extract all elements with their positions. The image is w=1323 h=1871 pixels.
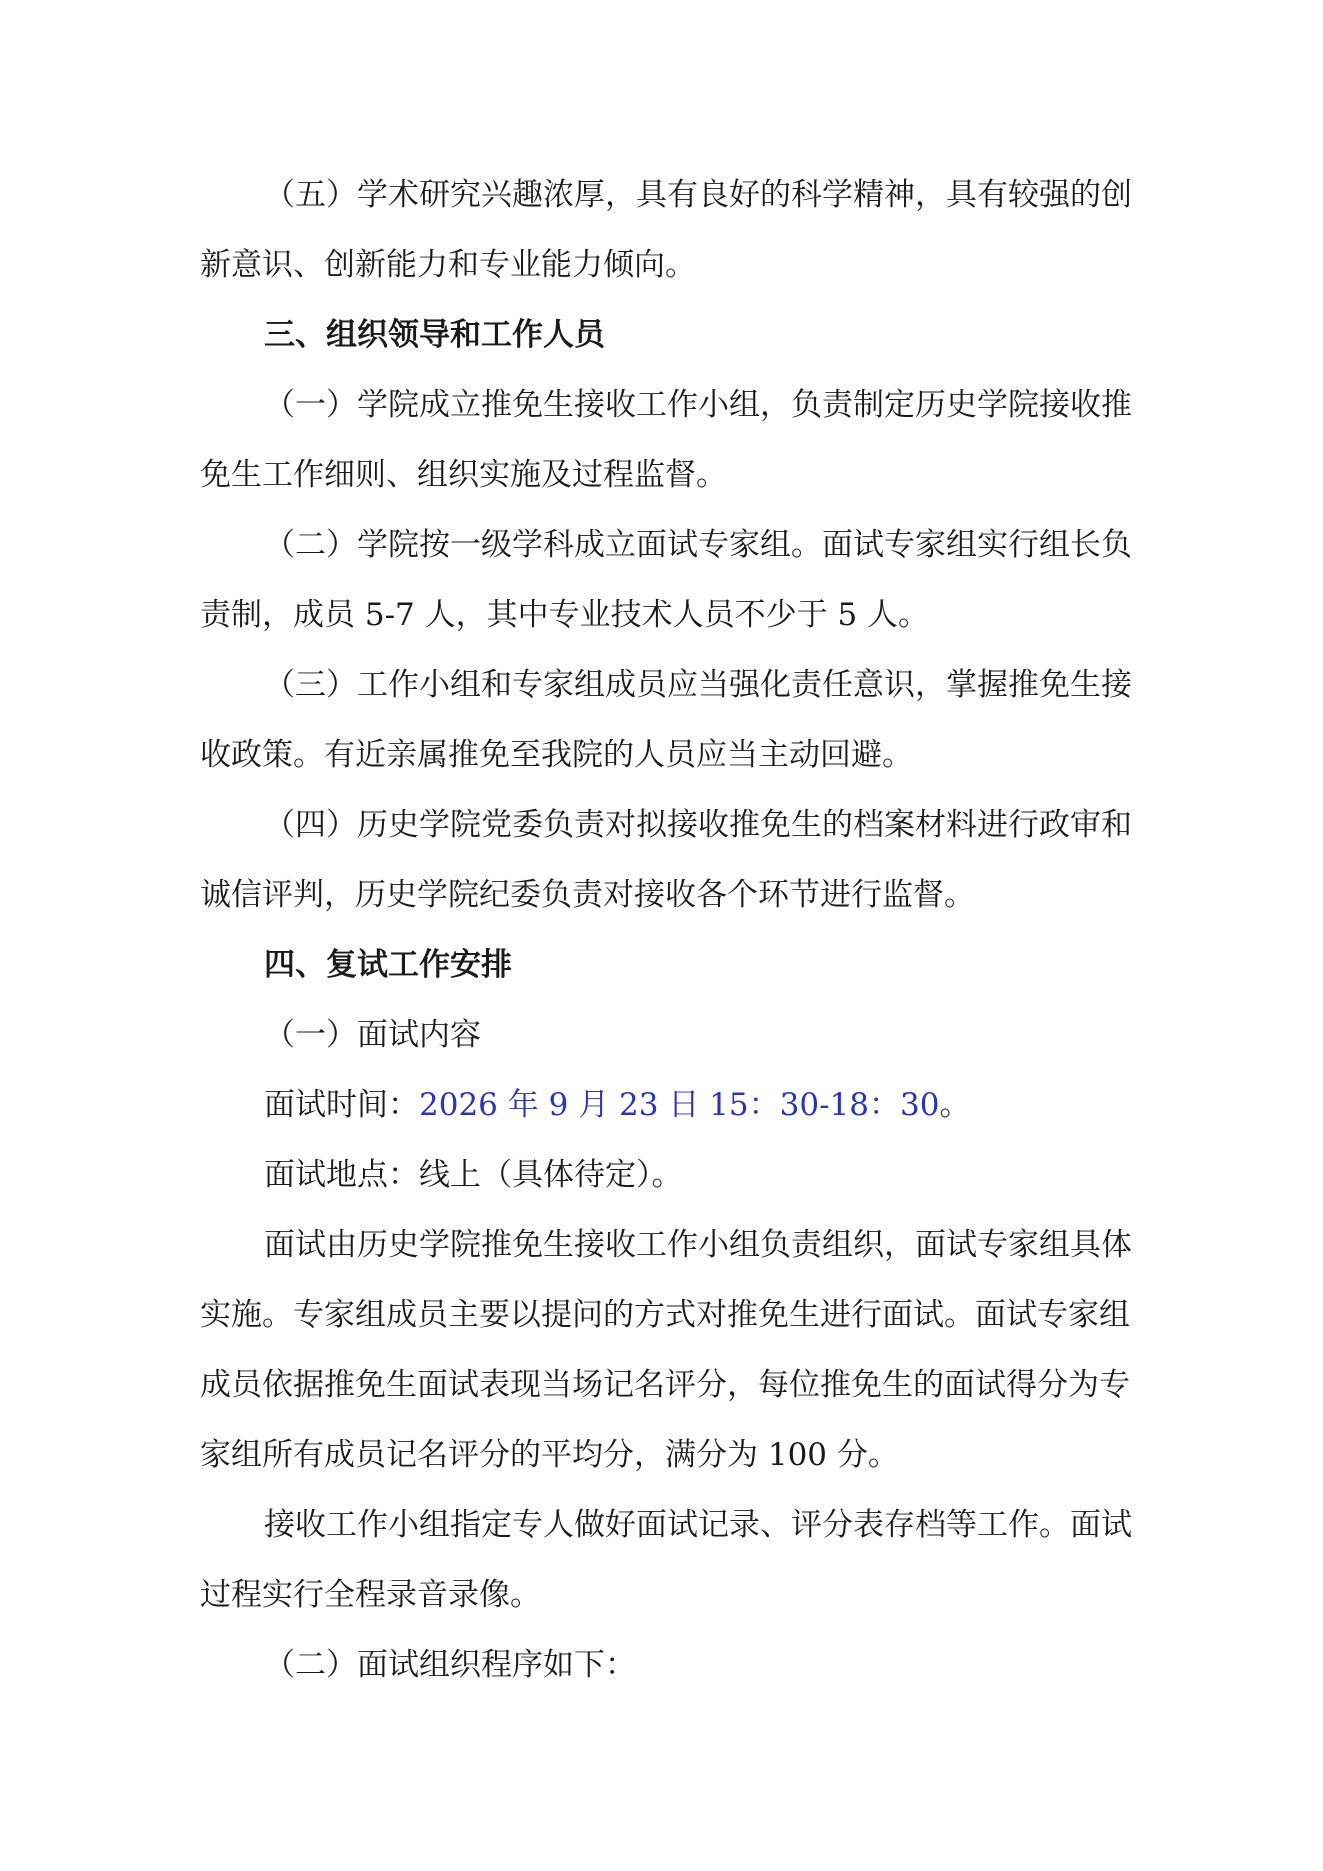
section-3-3-line-1: （三）工作小组和专家组成员应当强化责任意识，掌握推免生接	[264, 667, 1132, 703]
section-3-4-line-1: （四）历史学院党委负责对拟接收推免生的档案材料进行政审和	[264, 807, 1132, 843]
document-page	[200, 160, 1130, 1700]
section-3-2-line-2: 责制，成员 5-7 人，其中专业技术人员不少于 5 人。	[200, 597, 930, 633]
body-1-line-1: 面试由历史学院推免生接收工作小组负责组织，面试专家组具体	[264, 1227, 1132, 1263]
section-3-1-line-2: 免生工作细则、组织实施及过程监督。	[200, 457, 727, 493]
section-4-2-subheading: （二）面试组织程序如下：	[264, 1647, 636, 1683]
interview-place-line: 面试地点：线上（具体待定）。	[264, 1157, 683, 1193]
body-1-line-2: 实施。专家组成员主要以提问的方式对推免生进行面试。面试专家组	[200, 1297, 1130, 1333]
paragraph-5-line-2: 新意识、创新能力和专业能力倾向。	[200, 247, 696, 283]
interview-time-line	[200, 1070, 1130, 1140]
interview-time-value: 2026 年 9 月 23 日 15：30-18：30	[419, 1087, 940, 1123]
section-3-heading: 三、组织领导和工作人员	[264, 317, 605, 353]
section-4-1-subheading: （一）面试内容	[264, 1017, 481, 1053]
paragraph-5-line-1: （五）学术研究兴趣浓厚，具有良好的科学精神，具有较强的创	[264, 177, 1132, 213]
interview-time-end: 。	[939, 1087, 971, 1123]
section-4-heading: 四、复试工作安排	[264, 947, 512, 983]
section-3-4-line-2: 诚信评判，历史学院纪委负责对接收各个环节进行监督。	[200, 877, 975, 913]
section-3-1-line-1: （一）学院成立推免生接收工作小组，负责制定历史学院接收推	[264, 387, 1132, 423]
body-1-line-4: 家组所有成员记名评分的平均分，满分为 100 分。	[200, 1437, 899, 1473]
interview-time-label: 面试时间：	[264, 1087, 419, 1123]
section-3-2-line-1: （二）学院按一级学科成立面试专家组。面试专家组实行组长负	[264, 527, 1132, 563]
section-3-3-line-2: 收政策。有近亲属推免至我院的人员应当主动回避。	[200, 737, 913, 773]
body-1-line-3: 成员依据推免生面试表现当场记名评分，每位推免生的面试得分为专	[200, 1367, 1130, 1403]
body-2-line-2: 过程实行全程录音录像。	[200, 1577, 541, 1613]
body-2-line-1: 接收工作小组指定专人做好面试记录、评分表存档等工作。面试	[264, 1507, 1132, 1543]
